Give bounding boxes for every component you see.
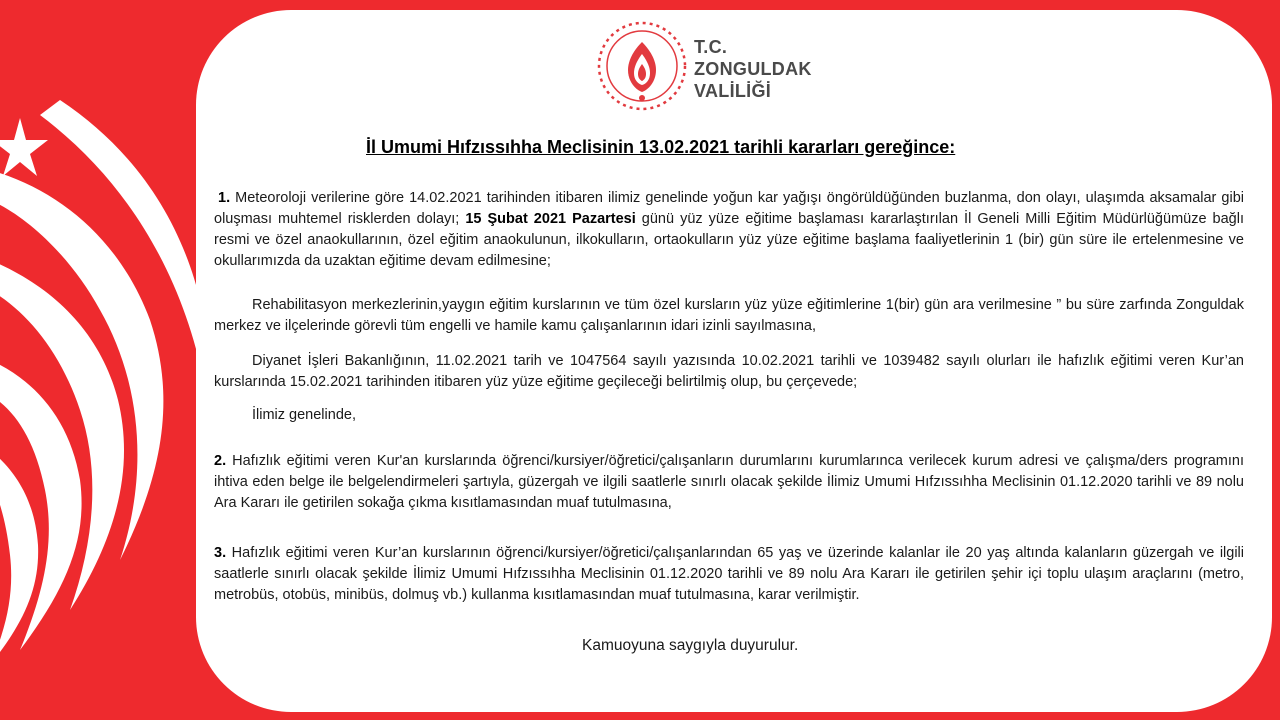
logo-line-governorate: VALİLİĞİ	[694, 81, 772, 101]
paragraph-text: Diyanet İşleri Bakanlığının, 11.02.2021 tarih ve 1047564 sayılı yazısında 10.02.2021 tarihli ve 1039482 sayılı olurları ile hafızlık eğitimi veren Kur’an kurslarında 15.02.2021 tarihinden itibaren yüz yüze eğitime geçileceği belirtilmiş olup, bu çerçevede;	[214, 353, 1244, 390]
paragraph-text: Hafızlık eğitimi veren Kur'an kurslarında öğrenci/kursiyer/öğretici/çalışanların durumlarını kurumlarınca verilecek kurum adresi ve çalışma/ders programını ihtiva eden belge ile belgelendirmeleri şartıyla, güzergah ve ilgili saatlerle sınırlı olacak şekilde İlimiz Umumi Hıfzıssıhha Meclisinin 01.12.2020 tarihli ve 89 nolu Ara Kararı ile getirilen sokağa çıkma kısıtlamasından muaf tutulmasına,	[214, 453, 1244, 511]
item-number: 3.	[214, 545, 227, 561]
paragraph-text: Meteoroloji verilerine göre 14.02.2021 tarihinden itibaren ilimiz genelinde yoğun kar yağışı öngörüldüğünden buzlanma, don olayı, ulaşımda aksamalar gibi oluşması muhtemel risklerden dolayı;	[214, 190, 1244, 227]
closing-line: Kamuoyuna saygıyla duyurulur.	[582, 637, 799, 654]
page-title: İl Umumi Hıfzıssıhha Meclisinin 13.02.2021 tarihli kararları gereğince:	[366, 137, 956, 157]
province-wide-paragraph	[214, 405, 1244, 426]
governorate-logo	[596, 20, 826, 112]
decision-paragraph-3	[214, 543, 1244, 606]
item-number: 2.	[214, 453, 227, 469]
decision-paragraph-1	[214, 188, 1244, 272]
paragraph-text: Hafızlık eğitimi veren Kur’an kurslarının öğrenci/kursiyer/öğretici/çalışanlarından 65 yaş ve üzerinde kalanlar ile 20 yaş altında kalanların güzergah ve ilgili saatlerle sınırlı olacak şekilde İlimiz Umumi Hıfzıssıhha Meclisinin 01.12.2020 tarihli ve 89 nolu Ara Kararı ile getirilen şehir içi toplu ulaşım araçlarını (metro, metrobüs, otobüs, minibüs, dolmuş vb.) kullanma kısıtlamasından muaf tutulmasına, karar verilmiştir.	[214, 545, 1244, 603]
religious-affairs-paragraph	[214, 351, 1244, 393]
governorate-emblem-icon	[596, 20, 688, 112]
highlighted-date: 15 Şubat 2021 Pazartesi	[465, 211, 636, 227]
paragraph-text: Rehabilitasyon merkezlerinin,yaygın eğitim kurslarının ve tüm özel kursların yüz yüze eğitimlerine 1(bir) gün ara verilmesine ” bu süre zarfında Zonguldak merkez ve ilçelerinde görevli tüm engelli ve hamile kamu çalışanlarının idari izinli sayılmasına,	[214, 297, 1244, 334]
paragraph-text: İlimiz genelinde,	[252, 407, 356, 423]
item-number: 1.	[218, 190, 231, 206]
rehabilitation-paragraph	[214, 295, 1244, 337]
star-icon	[0, 118, 48, 176]
decision-paragraph-2	[214, 451, 1244, 514]
paragraph-text: günü yüz yüze eğitime başlaması kararlaştırılan İl Geneli Milli Eğitim Müdürlüğümüze bağlı resmi ve özel anaokullarının, özel eğitim anaokulunun, ilkokulların, ortaokulların yüz yüze eğitime başlama faaliyetlerinin 1 (bir) gün süre ile ertelenmesine ve okullarımızda da uzaktan eğitime devam edilmesine;	[214, 211, 1244, 269]
logo-line-province: ZONGULDAK	[694, 59, 812, 79]
logo-line-tc: T.C.	[694, 37, 728, 57]
